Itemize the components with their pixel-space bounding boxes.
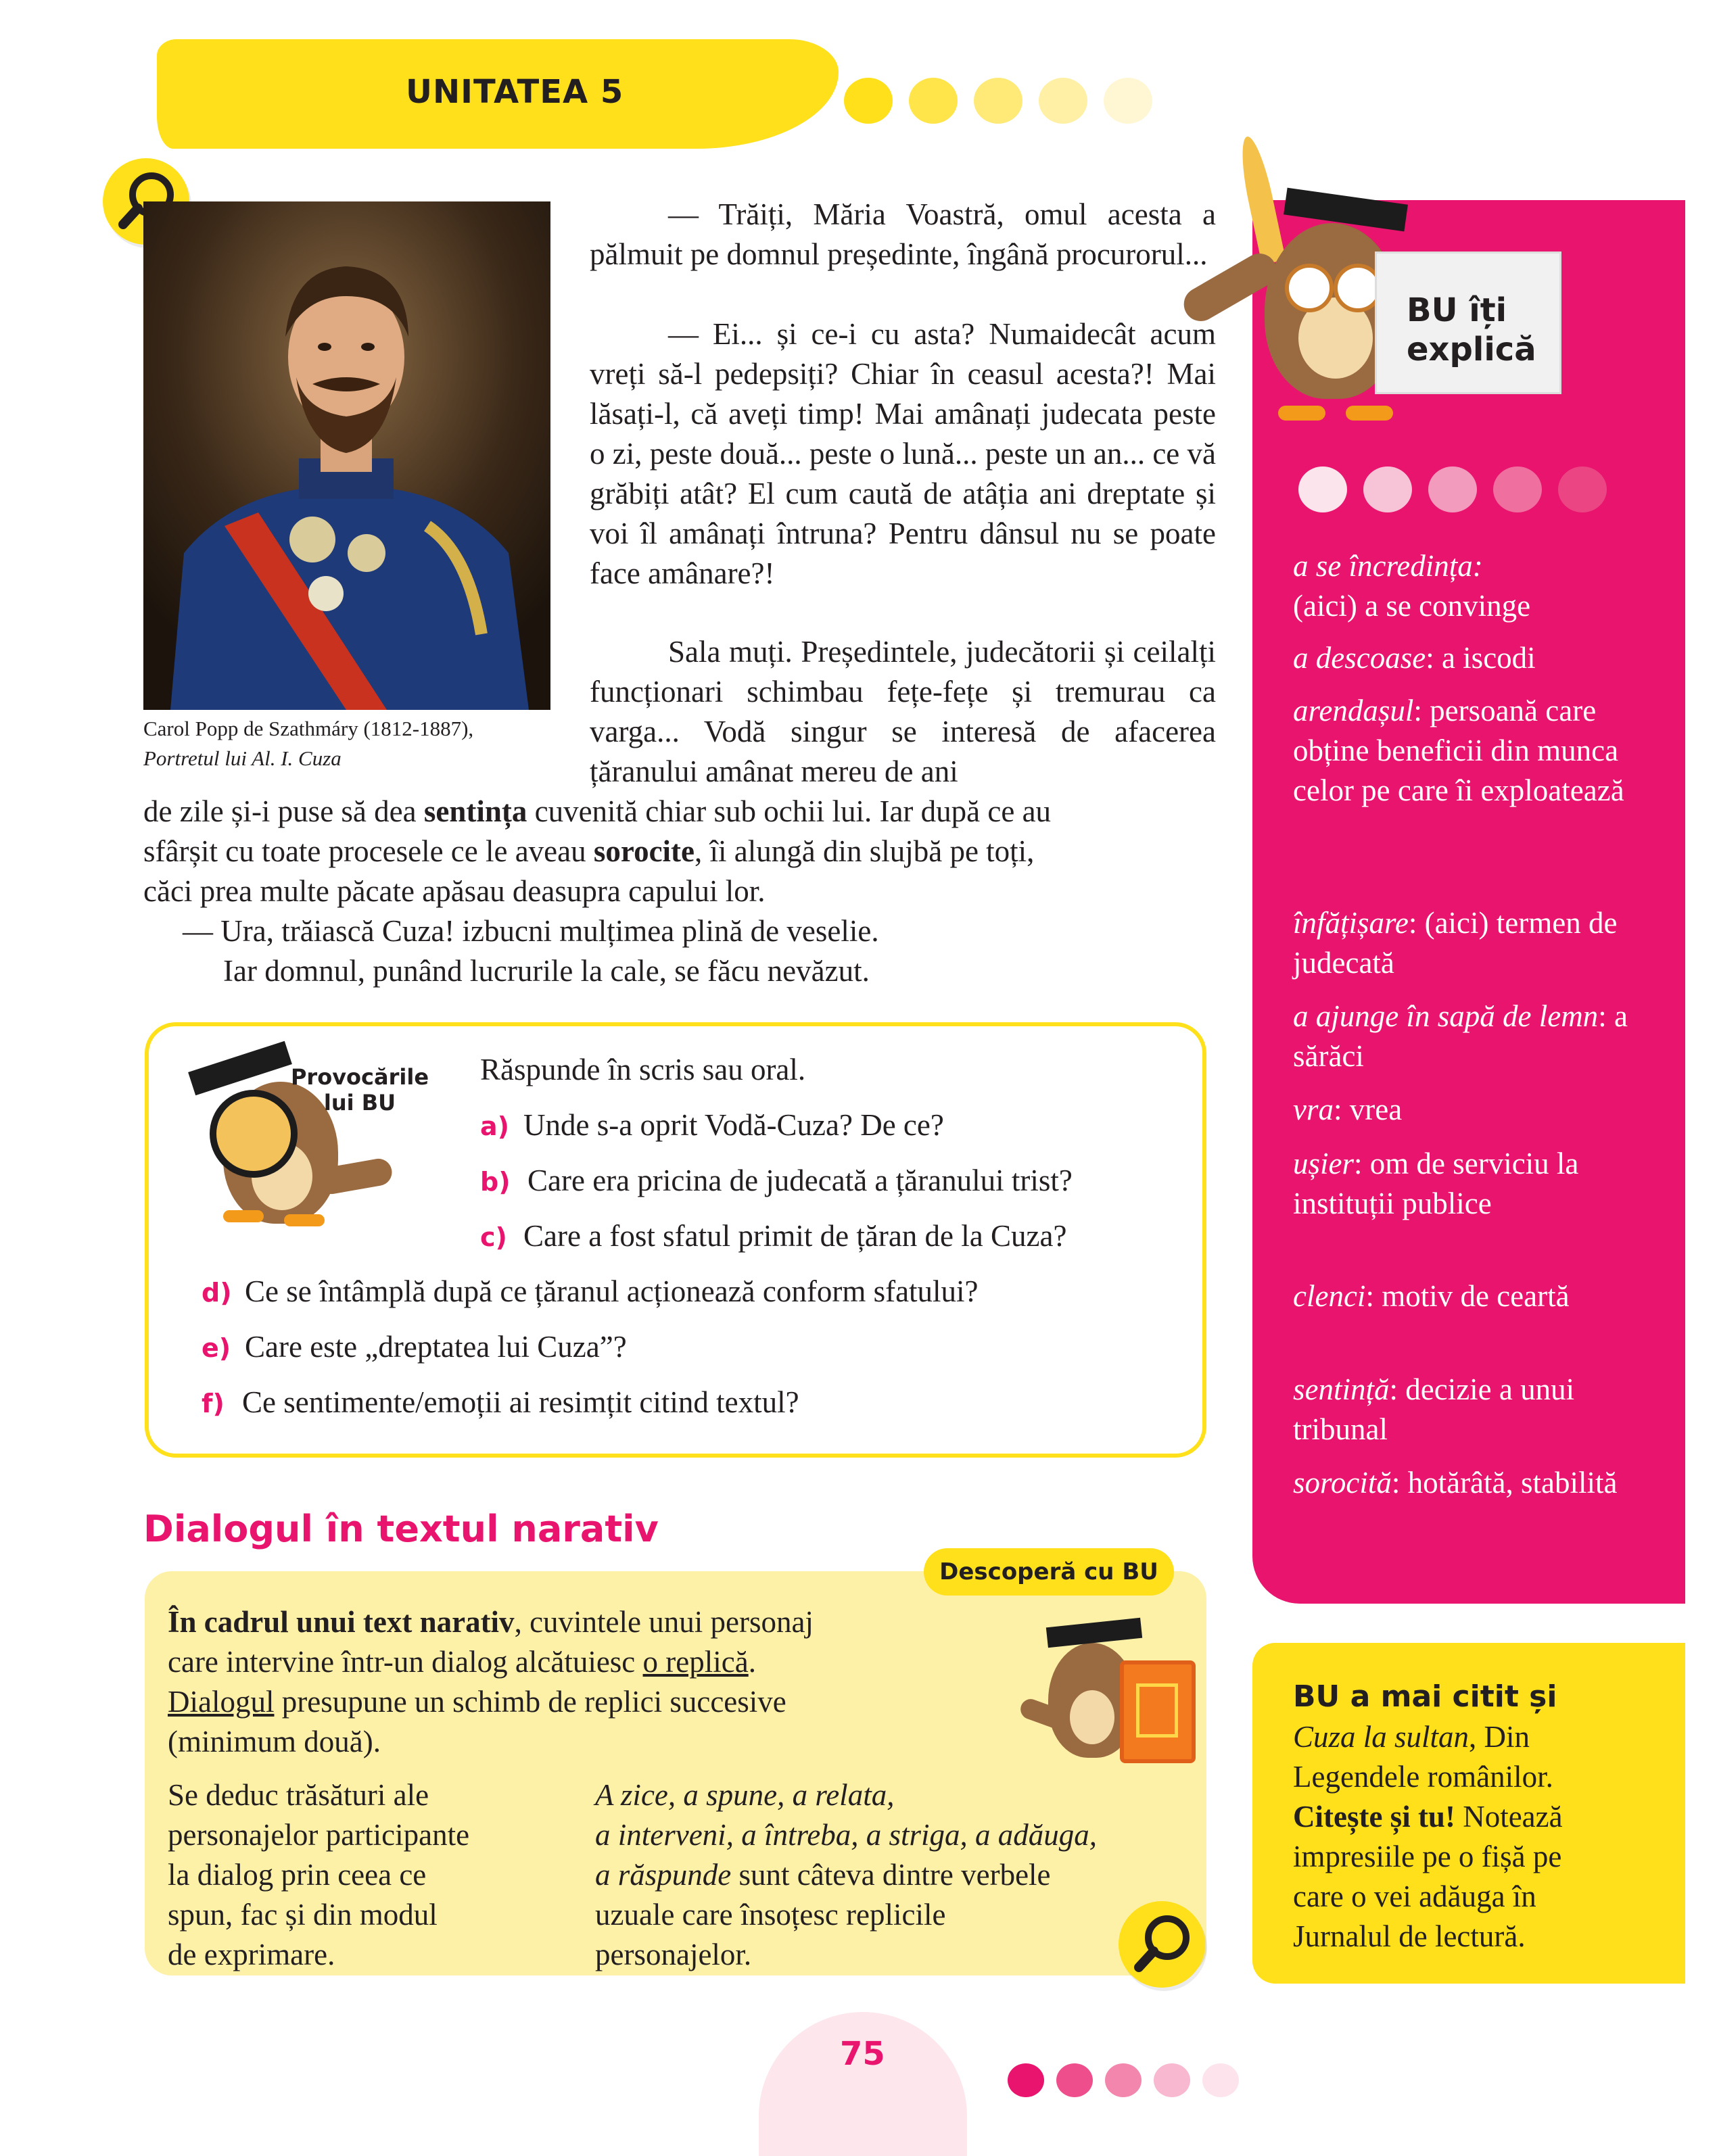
glossary-entry: a se încredința: (aici) a se convinge <box>1293 549 1531 623</box>
story-line: de zile și-i puse să dea sentința cuvenită chiar sub ochii lui. Iar după ce au <box>143 794 1052 828</box>
glossary-entry: înfățișare: (aici) termen de judecată <box>1293 906 1618 980</box>
story-paragraph: — Trăiți, Măria Voastră, omul acesta a pălmuit pe domnul președinte, îngână procurorul... <box>590 197 1216 271</box>
question-letter: d) <box>202 1278 232 1308</box>
glossary-entry: sentință: decizie a unui tribunal <box>1293 1372 1575 1446</box>
magnifier-icon <box>1119 1901 1205 1988</box>
dialog-line: care intervine într-un dialog alcătuiesc o replică. <box>168 1645 756 1679</box>
glossary-entry: ușier: om de serviciu la instituții publice <box>1293 1147 1579 1220</box>
glossary-entry: a descoase: a iscodi <box>1293 641 1536 675</box>
question-letter: f) <box>202 1389 225 1418</box>
dialog-right-line: a răspunde sunt câteva dintre verbele <box>595 1858 1051 1892</box>
dialog-line: În cadrul unui text narativ, cuvintele unui personaj <box>168 1605 814 1639</box>
section-title: Dialogul în textul narativ <box>143 1508 659 1550</box>
challenges-badge: Provocările lui BU <box>290 1064 429 1116</box>
unit-title: UNITATEA 5 <box>406 73 624 111</box>
read-more-line: care o vei adăuga în <box>1293 1879 1536 1913</box>
dialog-left-line: Se deduc trăsături ale <box>168 1778 429 1812</box>
question-text: Care a fost sfatul primit de țăran de la Cuza? <box>523 1219 1067 1253</box>
dialog-right-line: uzuale care însoțesc replicile <box>595 1898 946 1932</box>
read-more-title: BU a mai citit și <box>1293 1679 1557 1714</box>
discover-badge: Descoperă cu BU <box>924 1548 1174 1596</box>
read-more-line: Cuza la sultan, Din <box>1293 1720 1530 1754</box>
question-letter: a) <box>480 1111 510 1141</box>
cuza-portrait-image <box>143 201 550 710</box>
story-line: căci prea multe păcate apăsau deasupra capului lor. <box>143 874 766 908</box>
glossary-entry: vra: vrea <box>1293 1093 1403 1126</box>
glossary-entry: arendașul: persoană care obține beneficii din munca celor pe care îi exploatează <box>1293 694 1624 807</box>
question-text: Ce sentimente/emoții ai resimțit citind textul? <box>242 1385 799 1419</box>
term-dialogul: Dialogul <box>168 1685 275 1719</box>
bold-word-sentinta: sentința <box>423 794 527 828</box>
question-letter: e) <box>202 1333 231 1363</box>
question-text: Care este „dreptatea lui Cuza”? <box>245 1330 627 1364</box>
glossary-entry: sorocită: hotărâtă, stabilită <box>1293 1466 1618 1500</box>
story-paragraph: — Ei... și ce-i cu asta? Numaidecât acum vreți să-l pedepsiți? Chiar în ceasul acesta?! Mai lăsați-l, că aveți timp! Mai amânați judecata peste o zi, peste două... peste o lună... peste un an... ce vă grăbiți atât? El cum caută de atâția ani dreptate și voi îl amânați întruna? Pentru dânsul nu se poate face amânare?! <box>590 317 1216 590</box>
bu-explains-label: BU îți explică <box>1407 291 1536 368</box>
story-paragraph: Sala muți. Președintele, judecătorii și ceilalți funcționari schimbau fețe-fețe și tremurau ca varga... Vodă singur se interesă de afacerea țăranului amânat mereu de ani <box>590 635 1216 788</box>
story-line: Iar domnul, punând lucrurile la cale, se făcu nevăzut. <box>223 954 870 988</box>
dialog-left-line: personajelor participante <box>168 1818 470 1852</box>
story-line: sfârșit cu toate procesele ce le aveau sorocite, îi alungă din slujbă pe toți, <box>143 834 1035 868</box>
glossary-entry: a ajunge în sapă de lemn: a sărăci <box>1293 999 1628 1073</box>
read-more-line: impresiile pe o fișă pe <box>1293 1840 1562 1873</box>
page-number-blob <box>759 2012 967 2156</box>
question-letter: c) <box>480 1222 507 1252</box>
read-more-line: Citește și tu! Notează <box>1293 1800 1563 1834</box>
read-more-line: Legendele românilor. <box>1293 1760 1553 1794</box>
read-more-line: Jurnalul de lectură. <box>1293 1919 1526 1953</box>
question-letter: b) <box>480 1167 511 1197</box>
dialog-left-line: spun, fac și din modul <box>168 1898 438 1932</box>
question-text: Unde s-a oprit Vodă-Cuza? De ce? <box>523 1108 944 1142</box>
portrait-caption-title: Portretul lui Al. I. Cuza <box>143 746 342 770</box>
dialog-left-line: la dialog prin ceea ce <box>168 1858 427 1892</box>
glossary-entry: clenci: motiv de ceartă <box>1293 1279 1570 1313</box>
question-text: Care era pricina de judecată a țăranului trist? <box>527 1164 1073 1197</box>
portrait-caption-author: Carol Popp de Szathmáry (1812-1887), <box>143 717 474 740</box>
dialog-left-line: de exprimare. <box>168 1938 335 1971</box>
dialog-right-line: a interveni, a întreba, a striga, a adăuga, <box>595 1818 1098 1852</box>
dialog-right-line: A zice, a spune, a relata, <box>595 1778 895 1812</box>
dialog-right-line: personajelor. <box>595 1938 752 1971</box>
story-line: — Ura, trăiască Cuza! izbucni mulțimea plină de veselie. <box>183 914 879 948</box>
page-number: 75 <box>840 2035 885 2073</box>
dialog-line: (minimum două). <box>168 1725 381 1758</box>
question-text: Ce se întâmplă după ce țăranul acționează conform sfatului? <box>245 1274 979 1308</box>
bold-word-sorocite: sorocite <box>593 834 695 868</box>
dialog-line: Dialogul presupune un schimb de replici succesive <box>168 1685 786 1719</box>
challenges-intro: Răspunde în scris sau oral. <box>480 1053 806 1086</box>
term-replica: o replică <box>642 1645 749 1679</box>
